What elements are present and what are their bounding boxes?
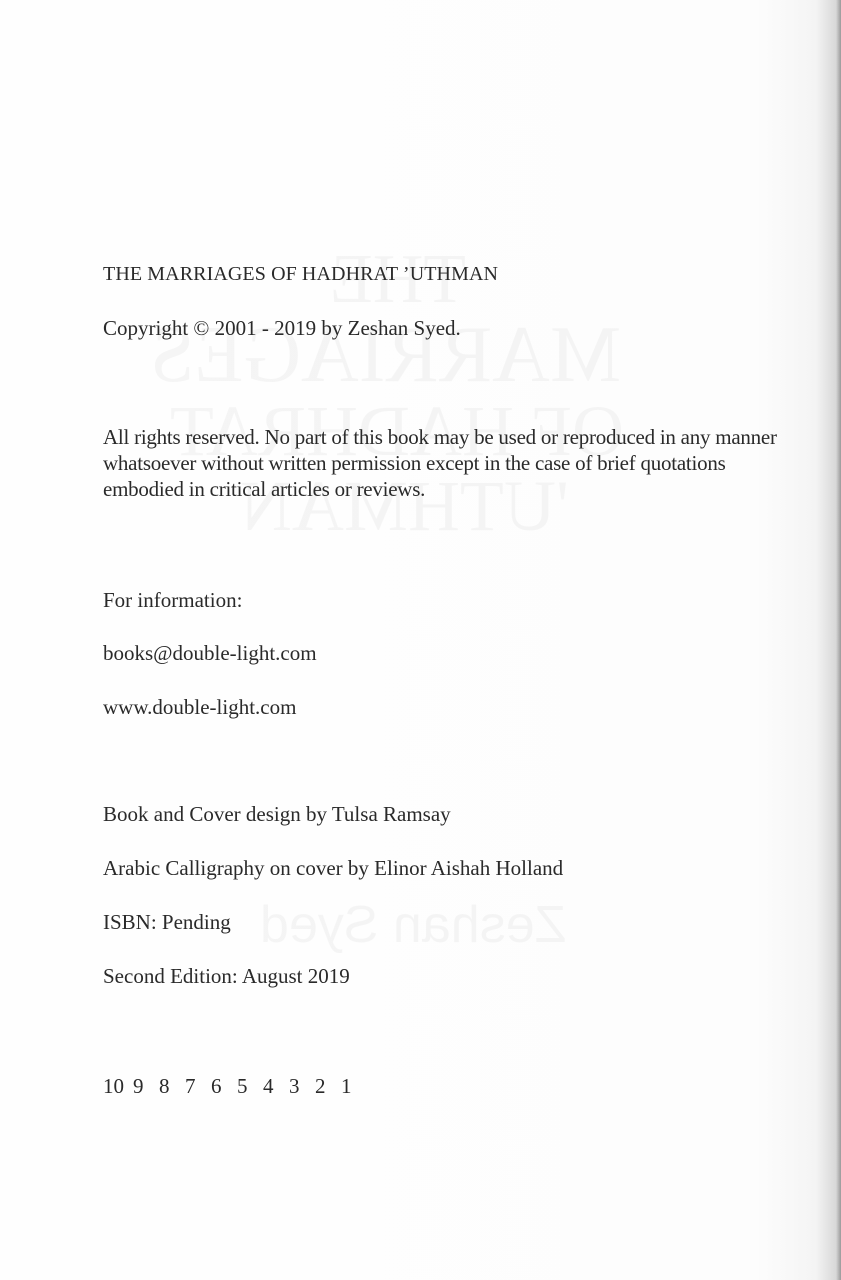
printing-number: 2 xyxy=(315,1074,326,1098)
printing-number: 5 xyxy=(237,1074,248,1098)
design-credit: Book and Cover design by Tulsa Ramsay xyxy=(103,802,451,826)
edition-line: Second Edition: August 2019 xyxy=(103,964,350,988)
printing-number: 4 xyxy=(263,1074,274,1098)
printing-number: 1 xyxy=(341,1074,352,1098)
printing-number: 7 xyxy=(185,1074,196,1098)
bleed-through-author xyxy=(260,895,566,955)
printing-number: 3 xyxy=(289,1074,300,1098)
printing-line xyxy=(103,1074,367,1098)
contact-email: books@double-light.com xyxy=(103,641,317,665)
isbn-line: ISBN: Pending xyxy=(103,910,231,934)
book-title: THE MARRIAGES OF HADHRAT ’UTHMAN xyxy=(103,263,499,285)
printing-number: 10 xyxy=(103,1074,124,1098)
rights-notice: All rights reserved. No part of this book may be used or reproduced in any manner whatsoever without written permission except in the case of brief quotations embodied in critical articles or reviews. xyxy=(103,425,777,501)
copyright-line: Copyright © 2001 - 2019 by Zeshan Syed. xyxy=(103,316,461,340)
contact-label: For information: xyxy=(103,588,243,612)
printing-number: 8 xyxy=(159,1074,170,1098)
printing-number: 9 xyxy=(133,1074,144,1098)
contact-website: www.double-light.com xyxy=(103,695,297,719)
calligraphy-credit: Arabic Calligraphy on cover by Elinor Aishah Holland xyxy=(103,856,564,880)
printing-number: 6 xyxy=(211,1074,222,1098)
